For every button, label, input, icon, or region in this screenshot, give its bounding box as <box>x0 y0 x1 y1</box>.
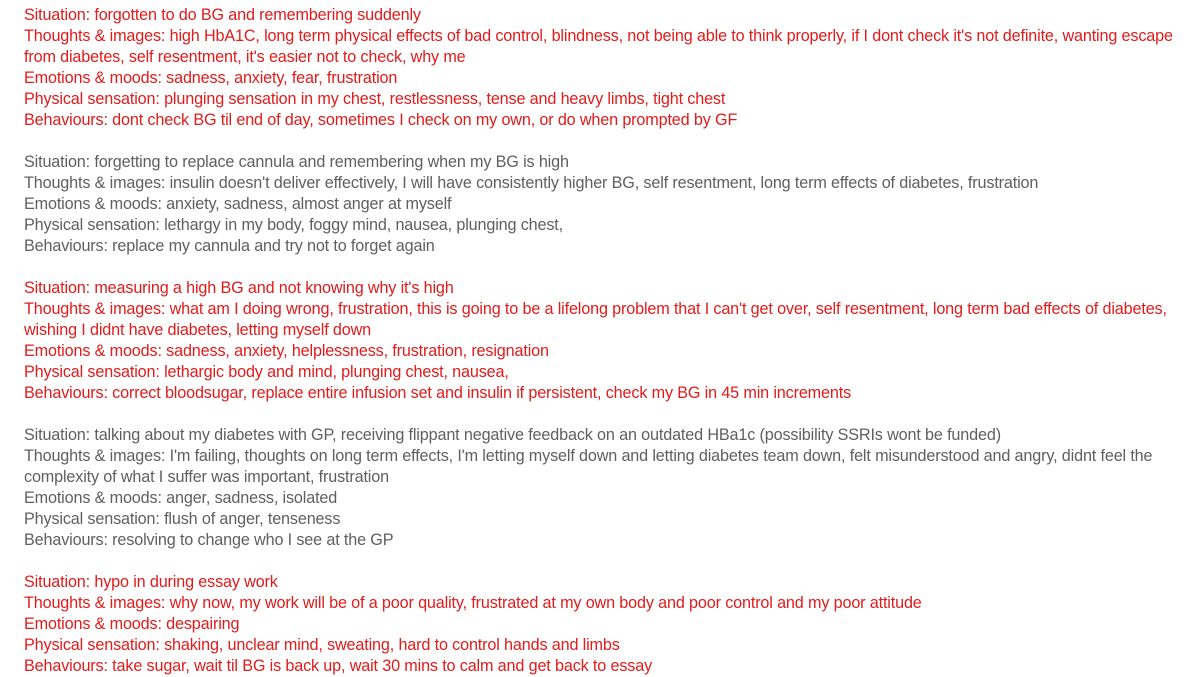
situation-line: Situation: hypo in during essay work <box>24 573 278 591</box>
emotions-line: Emotions & moods: anger, sadness, isolated <box>24 489 338 507</box>
behaviours-line: Behaviours: resolving to change who I see at the GP <box>24 531 394 549</box>
entry-high-bg <box>24 278 1190 404</box>
behaviours-line: Behaviours: correct bloodsugar, replace entire infusion set and insulin if persistent, check my BG in 45 min increments <box>24 384 852 402</box>
physical-sensation-line: Physical sensation: shaking, unclear mind, sweating, hard to control hands and limbs <box>24 636 620 654</box>
behaviours-line: Behaviours: replace my cannula and try not to forget again <box>24 237 435 255</box>
situation-line: Situation: talking about my diabetes with GP, receiving flippant negative feedback on an outdated HBa1c (possibility SSRIs wont be funded) <box>24 426 1001 444</box>
thoughts-line: Thoughts & images: what am I doing wrong, frustration, this is going to be a lifelong problem that I can't get over, self resentment, long term bad effects of diabetes, wishing I didnt have diabetes, letting myself down <box>24 300 1167 339</box>
behaviours-line: Behaviours: take sugar, wait til BG is back up, wait 30 mins to calm and get back to essay <box>24 657 653 675</box>
thoughts-line: Thoughts & images: insulin doesn't deliver effectively, I will have consistently higher BG, self resentment, long term effects of diabetes, frustration <box>24 174 1039 192</box>
emotions-line: Emotions & moods: sadness, anxiety, fear, frustration <box>24 69 398 87</box>
behaviours-line: Behaviours: dont check BG til end of day, sometimes I check on my own, or do when prompted by GF <box>24 111 738 129</box>
thoughts-line: Thoughts & images: high HbA1C, long term physical effects of bad control, blindness, not being able to think properly, if I dont check it's not definite, wanting escape from diabetes, self resentment, it's easier not to check, why me <box>24 27 1173 66</box>
entry-gp-talk <box>24 425 1190 551</box>
situation-line: Situation: forgetting to replace cannula and remembering when my BG is high <box>24 153 569 171</box>
thoughts-line: Thoughts & images: why now, my work will be of a poor quality, frustrated at my own body and poor control and my poor attitude <box>24 594 922 612</box>
physical-sensation-line: Physical sensation: lethargy in my body, foggy mind, nausea, plunging chest, <box>24 216 563 234</box>
thoughts-line: Thoughts & images: I'm failing, thoughts on long term effects, I'm letting myself down and letting diabetes team down, felt misunderstood and angry, didnt feel the complexity of what I suffer was important, frustration <box>24 447 1153 486</box>
physical-sensation-line: Physical sensation: lethargic body and mind, plunging chest, nausea, <box>24 363 509 381</box>
entry-forgot-cannula <box>24 152 1190 257</box>
thought-record-document <box>24 5 1190 677</box>
situation-line: Situation: forgotten to do BG and remembering suddenly <box>24 6 421 24</box>
situation-line: Situation: measuring a high BG and not knowing why it's high <box>24 279 454 297</box>
emotions-line: Emotions & moods: anxiety, sadness, almost anger at myself <box>24 195 452 213</box>
entry-hypo-essay <box>24 572 1190 677</box>
emotions-line: Emotions & moods: despairing <box>24 615 240 633</box>
emotions-line: Emotions & moods: sadness, anxiety, helplessness, frustration, resignation <box>24 342 549 360</box>
entry-forgotten-bg <box>24 5 1190 131</box>
physical-sensation-line: Physical sensation: plunging sensation in my chest, restlessness, tense and heavy limbs, tight chest <box>24 90 726 108</box>
physical-sensation-line: Physical sensation: flush of anger, tenseness <box>24 510 341 528</box>
